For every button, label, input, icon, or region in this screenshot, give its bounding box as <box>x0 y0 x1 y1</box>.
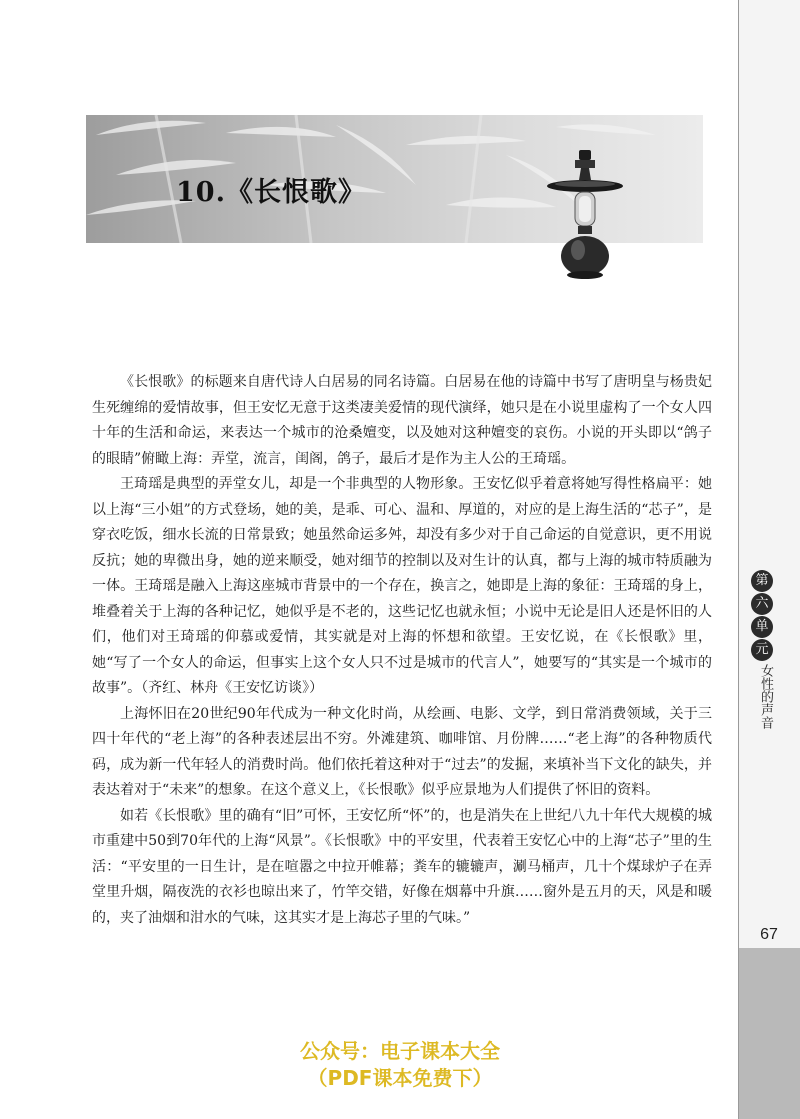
unit-badge-1: 第 <box>751 570 773 592</box>
unit-badge-3: 单 <box>751 616 773 638</box>
watermark-line-1: 公众号：电子课本大全 <box>300 1039 500 1063</box>
unit-badge-2: 六 <box>751 593 773 615</box>
paragraph-3: 上海怀旧在20世纪90年代成为一种文化时尚，从绘画、电影、文学，到日常消费领域，关于三四十年代的“老上海”的各种表述层出不穷。外滩建筑、咖啡馆、月份牌……“老上海”的各种物质代码，成为新一代年轻人的消费时尚。他们依托着这种对于“过去”的发掘，来填补当下文化的缺失，并表达着对于“未来”的想象。在这个意义上，《长恨歌》似乎应景地为人们提供了怀旧的资料。 <box>92 705 712 798</box>
article-body <box>92 370 712 931</box>
paragraph-1: 《长恨歌》的标题来自唐代诗人白居易的同名诗篇。白居易在他的诗篇中书写了唐明皇与杨贵妃生死缠绵的爱情故事，但王安忆无意于这类凄美爱情的现代演绎，她只是在小说里虚构了一个女人四十年的生活和命运，来表达一个城市的沧桑嬗变，以及她对这种嬗变的哀伤。小说的开头即以“鸽子的眼睛”俯瞰上海：弄堂，流言，闺阁，鸽子，最后才是作为主人公的王琦瑶。 <box>92 374 712 467</box>
page-number: 67 <box>760 926 778 943</box>
oil-lamp-icon <box>545 150 625 280</box>
watermark-line-2: （PDF课本免费下） <box>307 1066 493 1090</box>
side-margin-shade <box>739 948 800 1119</box>
watermark-text <box>250 1038 550 1092</box>
unit-badge-4: 元 <box>751 639 773 661</box>
paragraph-2: 王琦瑶是典型的弄堂女儿，却是一个非典型的人物形象。王安忆似乎着意将她写得性格扁平：她以上海“三小姐”的方式登场，她的美，是乖、可心、温和、厚道的，对应的是上海生活的“芯子”，是穿衣吃饭，细水长流的日常景致；她虽然命运多舛，却没有多少对于自己命运的自觉意识，更不用说反抗；她的卑微出身，她的逆来顺受，她对细节的控制以及对生计的认真，都与上海的城市特质融为一体。王琦瑶是融入上海这座城市背景中的一个存在，换言之，她即是上海的象征：王琦瑶的身上，堆叠着关于上海的各种记忆，她似乎是不老的，这些记忆也就永恒；小说中无论是旧人还是怀旧的人们，他们对王琦瑶的仰慕或爱情，其实就是对上海的怀想和欲望。王安忆说，在《长恨歌》里，她“写了一个女人的命运，但事实上这个女人只不过是城市的代言人”，她要写的“其实是一个城市的故事”。（齐红、林舟《王安忆访谈》） <box>92 476 712 696</box>
section-title-vertical: 女性的声音 <box>758 664 773 729</box>
side-margin-column <box>738 0 800 1119</box>
chapter-title: 10.《长恨歌》 <box>176 177 366 208</box>
paragraph-4: 如若《长恨歌》里的确有“旧”可怀，王安忆所“怀”的，也是消失在上世纪八九十年代大规模的城市重建中50到70年代的上海“风景”。《长恨歌》中的平安里，代表着王安忆心中的上海“芯子”里的生活：“平安里的一日生计，是在喧嚣之中拉开帷幕；粪车的辘辘声，涮马桶声，几十个煤球炉子在弄堂里升烟，隔夜洗的衣衫也晾出来了，竹竿交错，好像在烟幕中升旗……窗外是五月的天，风是和暖的，夹了油烟和泔水的气味，这其实才是上海芯子里的气味。” <box>92 807 712 926</box>
